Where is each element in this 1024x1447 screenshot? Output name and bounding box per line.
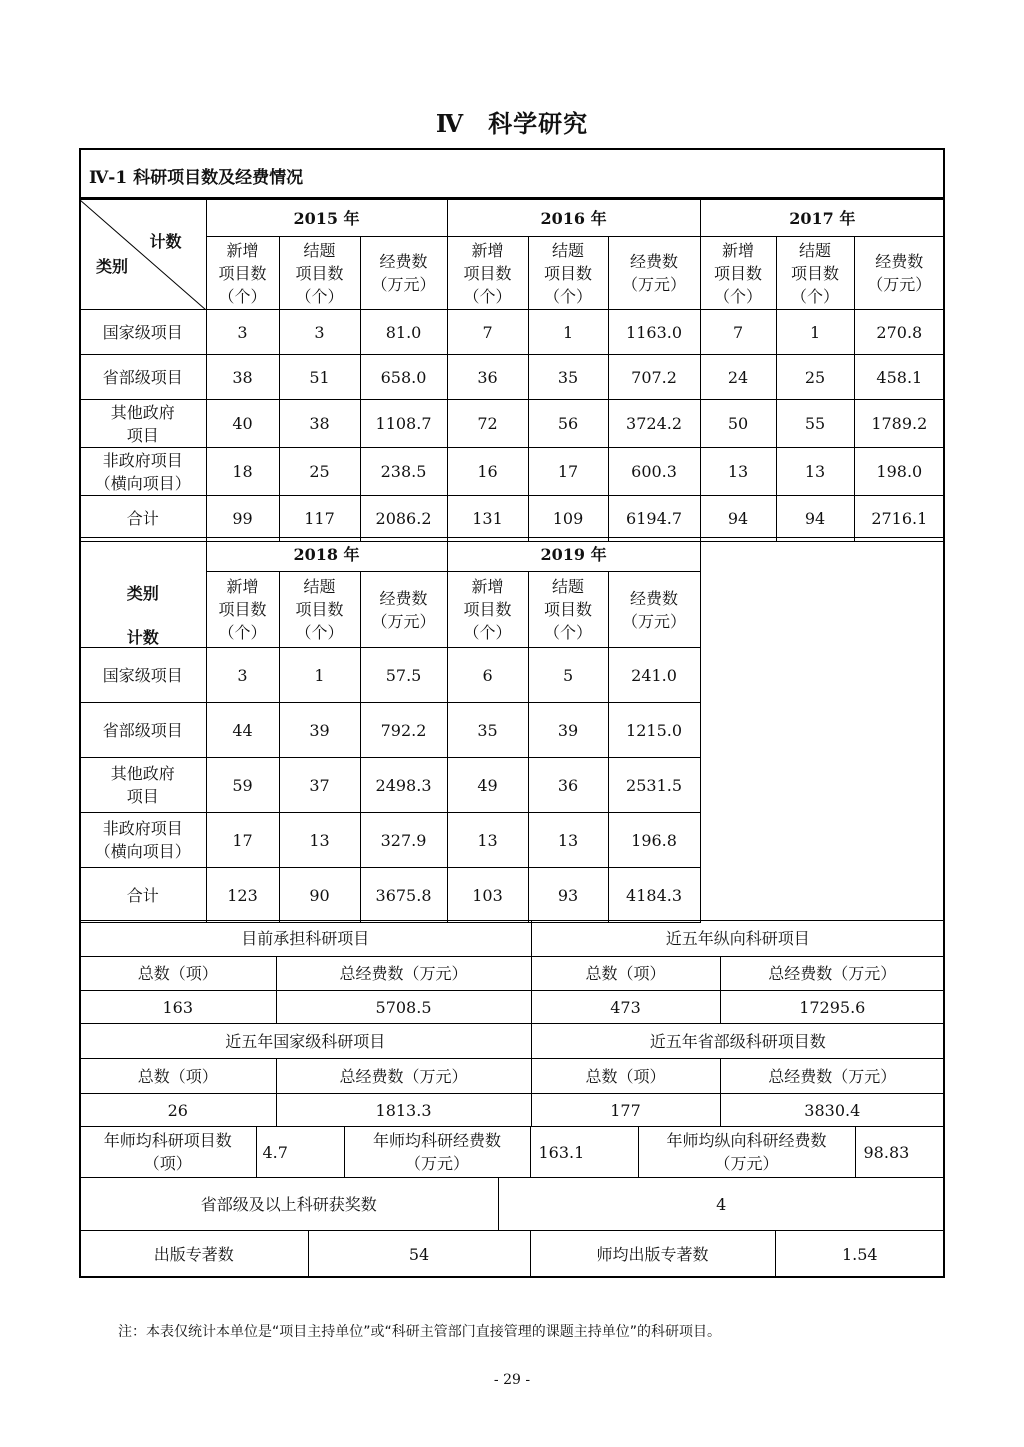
column-header: 新增 项目数 （个）	[700, 237, 776, 310]
value-cell: 26	[80, 1094, 276, 1127]
value-cell: 707.2	[608, 355, 700, 400]
per-teacher-value: 4.7	[256, 1127, 344, 1178]
row-label: 其他政府 项目	[80, 758, 206, 813]
awards-value: 4	[498, 1178, 944, 1231]
value-cell: 94	[776, 496, 854, 542]
value-cell: 93	[528, 868, 608, 923]
value-cell: 792.2	[360, 703, 447, 758]
value-cell: 35	[447, 703, 528, 758]
col-header: 总数（项）	[80, 957, 276, 991]
value-cell: 1215.0	[608, 703, 700, 758]
value-cell: 196.8	[608, 813, 700, 868]
column-header: 结题 项目数 （个）	[279, 237, 360, 310]
col-header: 总经费数（万元）	[720, 1059, 944, 1094]
value-cell: 3	[206, 648, 279, 703]
table-row	[80, 758, 944, 813]
value-cell: 3724.2	[608, 400, 700, 448]
value-cell: 109	[528, 496, 608, 542]
diagonal-header-cell	[80, 200, 206, 310]
value-cell: 51	[279, 355, 360, 400]
year-header: 2019 年	[447, 538, 700, 572]
table-row	[80, 400, 944, 448]
value-cell: 57.5	[360, 648, 447, 703]
title-roman: Ⅳ	[435, 109, 465, 138]
year-header: 2015 年	[206, 200, 447, 237]
summary-title: 近五年纵向科研项目	[531, 921, 944, 957]
footnote: 注：本表仅统计本单位是“项目主持单位”或“科研主管部门直接管理的课题主持单位”的科研项目。	[118, 1324, 722, 1340]
value-cell: 1163.0	[608, 310, 700, 355]
value-cell: 1813.3	[276, 1094, 531, 1127]
value-cell: 36	[447, 355, 528, 400]
column-header: 经费数 （万元）	[854, 237, 944, 310]
value-cell: 36	[528, 758, 608, 813]
row-label: 合计	[80, 496, 206, 542]
column-header: 新增 项目数 （个）	[447, 572, 528, 648]
row-label: 国家级项目	[80, 310, 206, 355]
value-cell: 131	[447, 496, 528, 542]
value-cell: 1	[528, 310, 608, 355]
awards-row	[80, 1177, 944, 1231]
value-cell: 458.1	[854, 355, 944, 400]
value-cell: 123	[206, 868, 279, 923]
table-part2	[80, 537, 944, 923]
value-cell: 658.0	[360, 355, 447, 400]
value-cell: 56	[528, 400, 608, 448]
value-cell: 99	[206, 496, 279, 542]
value-cell: 38	[206, 355, 279, 400]
table-part1	[80, 199, 944, 542]
value-cell: 3830.4	[720, 1094, 944, 1127]
per-teacher-label: 年师均纵向科研经费数 （万元）	[638, 1127, 855, 1178]
value-cell: 7	[447, 310, 528, 355]
value-cell: 3675.8	[360, 868, 447, 923]
summary-title: 近五年国家级科研项目	[80, 1024, 531, 1059]
corner-count-label: 计数	[126, 628, 159, 647]
value-cell: 270.8	[854, 310, 944, 355]
value-cell: 17295.6	[720, 991, 944, 1024]
value-cell: 13	[776, 448, 854, 496]
per-teacher-row	[80, 1126, 944, 1178]
table-row	[80, 648, 944, 703]
value-cell: 2498.3	[360, 758, 447, 813]
value-cell: 6194.7	[608, 496, 700, 542]
value-cell: 17	[206, 813, 279, 868]
col-header: 总经费数（万元）	[720, 957, 944, 991]
value-cell: 39	[528, 703, 608, 758]
value-cell: 37	[279, 758, 360, 813]
column-header: 经费数 （万元）	[608, 572, 700, 648]
column-header: 新增 项目数 （个）	[447, 237, 528, 310]
value-cell: 13	[279, 813, 360, 868]
value-cell: 2716.1	[854, 496, 944, 542]
year-header: 2016 年	[447, 200, 700, 237]
value-cell: 72	[447, 400, 528, 448]
value-cell: 18	[206, 448, 279, 496]
col-header: 总经费数（万元）	[276, 1059, 531, 1094]
column-header: 结题 项目数 （个）	[776, 237, 854, 310]
row-label: 非政府项目 （横向项目）	[80, 813, 206, 868]
value-cell: 327.9	[360, 813, 447, 868]
value-cell: 3	[279, 310, 360, 355]
table-row	[80, 496, 944, 542]
value-cell: 35	[528, 355, 608, 400]
value-cell: 163	[80, 991, 276, 1024]
value-cell: 5708.5	[276, 991, 531, 1024]
table-row	[80, 868, 944, 923]
books-row	[80, 1230, 944, 1278]
books-label: 出版专著数	[80, 1231, 308, 1278]
year-header: 2017 年	[700, 200, 944, 237]
value-cell: 49	[447, 758, 528, 813]
value-cell: 81.0	[360, 310, 447, 355]
value-cell: 13	[528, 813, 608, 868]
per-teacher-value: 98.83	[855, 1127, 944, 1178]
value-cell: 5	[528, 648, 608, 703]
column-header: 新增 项目数 （个）	[206, 572, 279, 648]
value-cell: 1	[776, 310, 854, 355]
books-per-label: 师均出版专著数	[530, 1231, 775, 1278]
diag-category-label: 类别	[96, 257, 129, 276]
table-row	[80, 703, 944, 758]
row-label: 合计	[80, 868, 206, 923]
value-cell: 59	[206, 758, 279, 813]
value-cell: 198.0	[854, 448, 944, 496]
value-cell: 13	[700, 448, 776, 496]
column-header: 新增 项目数 （个）	[206, 237, 279, 310]
value-cell: 44	[206, 703, 279, 758]
value-cell: 25	[279, 448, 360, 496]
column-header: 经费数 （万元）	[608, 237, 700, 310]
row-label: 省部级项目	[80, 703, 206, 758]
per-teacher-label: 年师均科研经费数 （万元）	[344, 1127, 530, 1178]
column-header: 结题 项目数 （个）	[528, 572, 608, 648]
col-header: 总数（项）	[531, 1059, 720, 1094]
value-cell: 25	[776, 355, 854, 400]
books-per-value: 1.54	[775, 1231, 944, 1278]
blank-area	[700, 538, 944, 648]
corner-header-cell	[80, 538, 206, 648]
col-header: 总经费数（万元）	[276, 957, 531, 991]
value-cell: 50	[700, 400, 776, 448]
row-label: 其他政府 项目	[80, 400, 206, 448]
books-value: 54	[308, 1231, 530, 1278]
value-cell: 1108.7	[360, 400, 447, 448]
value-cell: 40	[206, 400, 279, 448]
year-header: 2018 年	[206, 538, 447, 572]
value-cell: 473	[531, 991, 720, 1024]
value-cell: 4184.3	[608, 868, 700, 923]
table-row	[80, 813, 944, 868]
value-cell: 1789.2	[854, 400, 944, 448]
value-cell: 39	[279, 703, 360, 758]
value-cell: 117	[279, 496, 360, 542]
table-row	[80, 355, 944, 400]
summary-block-1	[80, 920, 944, 1127]
page-number: - 29 -	[493, 1372, 531, 1388]
table-row	[80, 448, 944, 496]
value-cell: 2086.2	[360, 496, 447, 542]
title-text: 科学研究	[488, 109, 589, 138]
row-label: 非政府项目 （横向项目）	[80, 448, 206, 496]
value-cell: 7	[700, 310, 776, 355]
column-header: 结题 项目数 （个）	[528, 237, 608, 310]
row-label: 国家级项目	[80, 648, 206, 703]
value-cell: 600.3	[608, 448, 700, 496]
column-header: 结题 项目数 （个）	[279, 572, 360, 648]
value-cell: 16	[447, 448, 528, 496]
table-row	[80, 310, 944, 355]
value-cell: 24	[700, 355, 776, 400]
value-cell: 1	[279, 648, 360, 703]
column-header: 经费数 （万元）	[360, 237, 447, 310]
value-cell: 241.0	[608, 648, 700, 703]
diag-count-label: 计数	[149, 232, 182, 251]
row-label: 省部级项目	[80, 355, 206, 400]
column-header: 经费数 （万元）	[360, 572, 447, 648]
corner-category-label: 类别	[126, 584, 159, 603]
value-cell: 55	[776, 400, 854, 448]
summary-title: 近五年省部级科研项目数	[531, 1024, 944, 1059]
value-cell: 3	[206, 310, 279, 355]
page-title	[0, 104, 1024, 139]
value-cell: 2531.5	[608, 758, 700, 813]
per-teacher-label: 年师均科研项目数 （项）	[80, 1127, 256, 1178]
section-caption: Ⅳ-1 科研项目数及经费情况	[79, 148, 945, 199]
value-cell: 17	[528, 448, 608, 496]
value-cell: 177	[531, 1094, 720, 1127]
col-header: 总数（项）	[531, 957, 720, 991]
per-teacher-value: 163.1	[530, 1127, 638, 1178]
value-cell: 94	[700, 496, 776, 542]
value-cell: 103	[447, 868, 528, 923]
awards-label: 省部级及以上科研获奖数	[80, 1178, 498, 1231]
summary-title: 目前承担科研项目	[80, 921, 531, 957]
value-cell: 90	[279, 868, 360, 923]
value-cell: 238.5	[360, 448, 447, 496]
value-cell: 6	[447, 648, 528, 703]
col-header: 总数（项）	[80, 1059, 276, 1094]
value-cell: 38	[279, 400, 360, 448]
value-cell: 13	[447, 813, 528, 868]
